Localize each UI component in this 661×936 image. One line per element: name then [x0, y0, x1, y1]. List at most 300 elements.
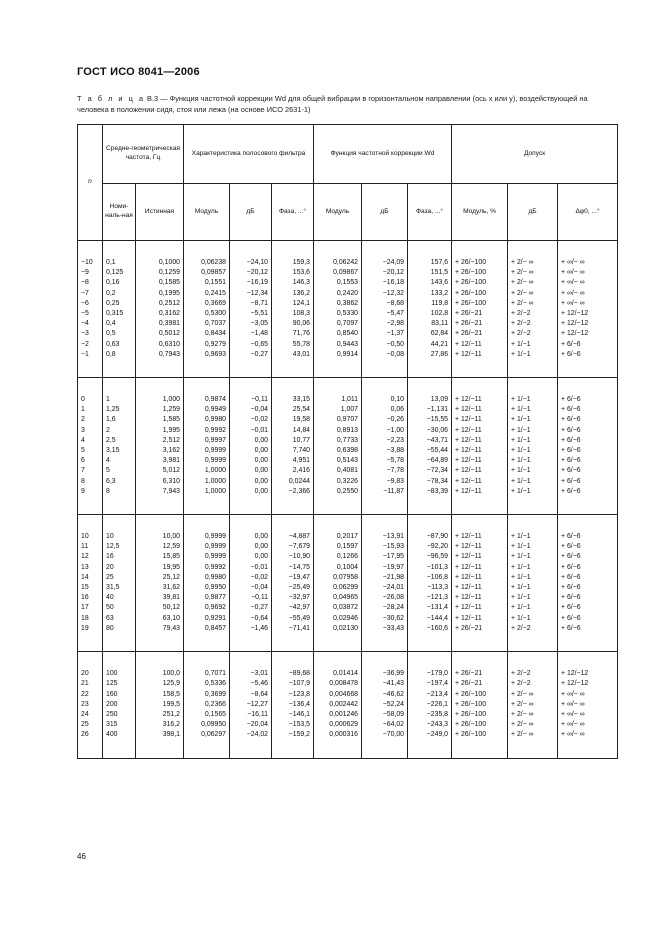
group-spacer: [78, 741, 618, 759]
table-cell: 19,58: [272, 415, 314, 425]
table-cell: 0,9999: [184, 446, 230, 456]
table-cell: 9: [78, 487, 103, 497]
table-cell: 79,43: [136, 624, 184, 634]
table-cell: −83,39: [408, 487, 452, 497]
table-cell: 4: [78, 436, 103, 446]
table-cell: + 26/−100: [452, 299, 508, 309]
group-spacer: [78, 652, 618, 670]
table-cell: 3,981: [136, 456, 184, 466]
table-cell: −24,10: [230, 258, 272, 268]
table-cell: + 6/−6: [558, 552, 618, 562]
table-cell: 119,8: [408, 299, 452, 309]
row-group: [78, 515, 618, 652]
table-cell: −153,5: [272, 720, 314, 730]
table-cell: −52,24: [362, 700, 408, 710]
col-weight-db: дБ: [362, 184, 408, 241]
table-cell: 146,3: [272, 278, 314, 288]
table-cell: 0,10: [362, 395, 408, 405]
table-cell: 0,8913: [314, 426, 362, 436]
table-row: [78, 466, 618, 476]
table-cell: 0,00: [230, 487, 272, 497]
table-cell: + 26/−100: [452, 690, 508, 700]
col-weight-phase: Фаза, ...°: [408, 184, 452, 241]
table-cell: 0,008478: [314, 679, 362, 689]
table-cell: + 12/−11: [452, 532, 508, 542]
table-cell: 6: [78, 456, 103, 466]
table-cell: 3,162: [136, 446, 184, 456]
table-row: [78, 532, 618, 542]
table-cell: 0,2415: [184, 289, 230, 299]
table-cell: −71,41: [272, 624, 314, 634]
col-group-frequency: Средне-геометрическая частота, Гц: [103, 125, 184, 184]
table-cell: 22: [78, 690, 103, 700]
table-cell: 1: [78, 405, 103, 415]
table-cell: −159,2: [272, 730, 314, 740]
table-cell: 0,02946: [314, 614, 362, 624]
table-cell: + 26/−21: [452, 319, 508, 329]
table-cell: 63,10: [136, 614, 184, 624]
table-cell: 100,0: [136, 669, 184, 679]
table-cell: 1,995: [136, 426, 184, 436]
table-cell: −20,12: [362, 268, 408, 278]
table-cell: 0,000316: [314, 730, 362, 740]
table-cell: −30,62: [362, 614, 408, 624]
table-cell: + 6/−6: [558, 583, 618, 593]
col-n: n: [78, 125, 103, 241]
table-cell: 7,943: [136, 487, 184, 497]
table-cell: 43,01: [272, 350, 314, 360]
table-cell: 1,000: [136, 395, 184, 405]
table-cell: 0,06238: [184, 258, 230, 268]
table-cell: −96,59: [408, 552, 452, 562]
table-row: [78, 405, 618, 415]
table-cell: 0,3669: [184, 299, 230, 309]
table-cell: 0,2550: [314, 487, 362, 497]
table-cell: 0,9999: [184, 542, 230, 552]
table-row: [78, 573, 618, 583]
table-row: [78, 340, 618, 350]
table-cell: 33,15: [272, 395, 314, 405]
table-cell: 0,00: [230, 436, 272, 446]
table-cell: 1,585: [136, 415, 184, 425]
table-cell: + 6/−6: [558, 446, 618, 456]
table-cell: + ∞/− ∞: [558, 710, 618, 720]
table-cell: −226,1: [408, 700, 452, 710]
table-cell: + 6/−6: [558, 487, 618, 497]
table-cell: + 6/−6: [558, 624, 618, 634]
table-cell: 0,9997: [184, 436, 230, 446]
table-row: [78, 350, 618, 360]
table-cell: 0,00: [230, 446, 272, 456]
table-cell: + 1/−1: [508, 456, 558, 466]
caption-lead: Т а б л и ц а: [77, 94, 145, 103]
table-cell: −20,12: [230, 268, 272, 278]
table-cell: −144,4: [408, 614, 452, 624]
table-cell: −235,8: [408, 710, 452, 720]
group-spacer: [78, 360, 618, 378]
table-cell: + 12/−11: [452, 487, 508, 497]
table-cell: 1,259: [136, 405, 184, 415]
table-row: [78, 456, 618, 466]
table-cell: −24,09: [362, 258, 408, 268]
table-cell: 0,01414: [314, 669, 362, 679]
table-cell: 39,81: [136, 593, 184, 603]
table-cell: −41,43: [362, 679, 408, 689]
table-cell: 1,007: [314, 405, 362, 415]
table-cell: −12,34: [230, 289, 272, 299]
table-cell: + 12/−11: [452, 436, 508, 446]
table-cell: + 12/−11: [452, 456, 508, 466]
table-cell: + ∞/− ∞: [558, 278, 618, 288]
table-row: [78, 730, 618, 740]
table-cell: 2,5: [103, 436, 136, 446]
table-cell: −8,68: [362, 299, 408, 309]
table-cell: + 12/−11: [452, 340, 508, 350]
table-cell: 0,25: [103, 299, 136, 309]
table-row: [78, 415, 618, 425]
table-cell: 55,78: [272, 340, 314, 350]
table-cell: 11: [78, 542, 103, 552]
table-cell: + 6/−6: [558, 603, 618, 613]
table-cell: 25,54: [272, 405, 314, 415]
table-cell: + 1/−1: [508, 477, 558, 487]
table-cell: + ∞/− ∞: [558, 700, 618, 710]
table-cell: 0,6310: [136, 340, 184, 350]
table-cell: + 1/−1: [508, 614, 558, 624]
table-cell: 21: [78, 679, 103, 689]
row-group: [78, 652, 618, 758]
table-cell: + 12/−11: [452, 395, 508, 405]
table-cell: 25: [103, 573, 136, 583]
table-cell: 25: [78, 720, 103, 730]
table-cell: 0,001246: [314, 710, 362, 720]
table-cell: −0,65: [230, 340, 272, 350]
table-cell: 0,1551: [184, 278, 230, 288]
table-cell: + 12/−11: [452, 426, 508, 436]
table-cell: 10,00: [136, 532, 184, 542]
col-group-filter: Характеристика полосового фильтра: [184, 125, 314, 184]
page-number: 46: [77, 852, 86, 861]
col-filter-db: дБ: [230, 184, 272, 241]
table-caption: [77, 93, 617, 115]
table-cell: + 6/−6: [558, 395, 618, 405]
table-cell: 0,004668: [314, 690, 362, 700]
table-cell: + 6/−6: [558, 614, 618, 624]
table-cell: + 1/−1: [508, 603, 558, 613]
table-cell: −72,34: [408, 466, 452, 476]
table-cell: 159,3: [272, 258, 314, 268]
table-row: [78, 563, 618, 573]
table-cell: −121,3: [408, 593, 452, 603]
table-cell: + 6/−6: [558, 350, 618, 360]
table-cell: −0,50: [362, 340, 408, 350]
table-cell: + 12/−12: [558, 309, 618, 319]
table-cell: −3,01: [230, 669, 272, 679]
table-cell: 400: [103, 730, 136, 740]
table-cell: −0,02: [230, 573, 272, 583]
table-cell: 0,5: [103, 329, 136, 339]
table-cell: 0,2512: [136, 299, 184, 309]
table-cell: −20,04: [230, 720, 272, 730]
table-cell: 31,62: [136, 583, 184, 593]
table-cell: + 26/−100: [452, 700, 508, 710]
table-cell: + 1/−1: [508, 583, 558, 593]
table-cell: −17,95: [362, 552, 408, 562]
table-cell: + 2/−2: [508, 679, 558, 689]
table-cell: + 1/−1: [508, 436, 558, 446]
table-cell: 0,1: [103, 258, 136, 268]
table-cell: −12,32: [362, 289, 408, 299]
table-cell: 16: [78, 593, 103, 603]
table-cell: 5: [78, 446, 103, 456]
table-row: [78, 624, 618, 634]
table-cell: 0,9291: [184, 614, 230, 624]
table-cell: 0,5143: [314, 456, 362, 466]
table-row: [78, 487, 618, 497]
table-cell: 0,4: [103, 319, 136, 329]
table-cell: 0,7071: [184, 669, 230, 679]
table-cell: + 6/−6: [558, 426, 618, 436]
table-cell: + 12/−12: [558, 669, 618, 679]
table-row: [78, 278, 618, 288]
table-cell: −15,55: [408, 415, 452, 425]
table-cell: + 2/−2: [508, 669, 558, 679]
table-cell: 83,11: [408, 319, 452, 329]
table-cell: + 1/−1: [508, 593, 558, 603]
table-row: [78, 329, 618, 339]
table-cell: −19,47: [272, 573, 314, 583]
table-cell: −43,71: [408, 436, 452, 446]
table-row: [78, 679, 618, 689]
table-cell: −16,19: [230, 278, 272, 288]
table-cell: −106,8: [408, 573, 452, 583]
table-cell: −3,88: [362, 446, 408, 456]
table-cell: + 26/−21: [452, 309, 508, 319]
table-cell: 44,21: [408, 340, 452, 350]
table-cell: 151,5: [408, 268, 452, 278]
table-row: [78, 583, 618, 593]
table-cell: −25,49: [272, 583, 314, 593]
table-cell: 0,2366: [184, 700, 230, 710]
table-cell: 136,2: [272, 289, 314, 299]
table-cell: −7,78: [362, 466, 408, 476]
table-cell: 0,3981: [136, 319, 184, 329]
table-cell: 6,310: [136, 477, 184, 487]
table-cell: −0,26: [362, 415, 408, 425]
table-cell: −42,97: [272, 603, 314, 613]
table-cell: + 1/−1: [508, 532, 558, 542]
table-cell: 0,09950: [184, 720, 230, 730]
table-cell: 0,9950: [184, 583, 230, 593]
table-cell: 23: [78, 700, 103, 710]
table-cell: 1: [103, 395, 136, 405]
table-cell: −64,02: [362, 720, 408, 730]
table-cell: + ∞/− ∞: [558, 258, 618, 268]
table-cell: + 2/− ∞: [508, 730, 558, 740]
table-cell: 0,9949: [184, 405, 230, 415]
table-cell: −1,48: [230, 329, 272, 339]
table-cell: 0,9877: [184, 593, 230, 603]
table-cell: −197,4: [408, 679, 452, 689]
table-cell: 160: [103, 690, 136, 700]
table-cell: −11,87: [362, 487, 408, 497]
table-cell: + 12/−11: [452, 415, 508, 425]
table-cell: 2: [78, 415, 103, 425]
table-cell: + 2/− ∞: [508, 720, 558, 730]
table-cell: −21,98: [362, 573, 408, 583]
table-cell: + ∞/− ∞: [558, 690, 618, 700]
table-cell: 0,9999: [184, 532, 230, 542]
table-cell: 0,1597: [314, 542, 362, 552]
table-cell: −1: [78, 350, 103, 360]
table-cell: −16,11: [230, 710, 272, 720]
table-cell: 15,85: [136, 552, 184, 562]
table-cell: 12,59: [136, 542, 184, 552]
table-cell: 4,951: [272, 456, 314, 466]
table-cell: + 6/−6: [558, 563, 618, 573]
table-cell: −213,4: [408, 690, 452, 700]
table-cell: 1,0000: [184, 466, 230, 476]
table-cell: + 6/−6: [558, 415, 618, 425]
table-container: [77, 124, 617, 739]
table-cell: + 12/−11: [452, 552, 508, 562]
table-cell: 1,6: [103, 415, 136, 425]
table-cell: −0,11: [230, 593, 272, 603]
table-cell: −4: [78, 319, 103, 329]
table-cell: 3,15: [103, 446, 136, 456]
table-cell: + 26/−21: [452, 679, 508, 689]
table-row: [78, 552, 618, 562]
table-cell: 0,000629: [314, 720, 362, 730]
caption-text: В.3 — Функция частотной коррекции Wd для общей вибрации в горизонтальном направлении (ось x или y), воздействующей на человека в положении сидя, стоя или лежа (на основе ИСО 2631-1): [77, 94, 588, 114]
table-cell: 0,7097: [314, 319, 362, 329]
table-row: [78, 319, 618, 329]
table-cell: −14,75: [272, 563, 314, 573]
table-cell: 0,3862: [314, 299, 362, 309]
table-cell: + 26/−100: [452, 268, 508, 278]
table-cell: −1,00: [362, 426, 408, 436]
table-cell: 0,2017: [314, 532, 362, 542]
table-cell: 153,6: [272, 268, 314, 278]
table-cell: + 1/−1: [508, 466, 558, 476]
table-cell: 1,0000: [184, 487, 230, 497]
table-cell: 20: [103, 563, 136, 573]
table-cell: + 26/−100: [452, 258, 508, 268]
table-row: [78, 593, 618, 603]
table-cell: −55,49: [272, 614, 314, 624]
table-cell: + 2/−2: [508, 624, 558, 634]
table-cell: 0: [78, 395, 103, 405]
table-cell: 315: [103, 720, 136, 730]
table-cell: + 1/−1: [508, 340, 558, 350]
table-cell: −101,3: [408, 563, 452, 573]
table-cell: + 12/−11: [452, 603, 508, 613]
table-cell: −55,44: [408, 446, 452, 456]
table-cell: + 6/−6: [558, 573, 618, 583]
table-row: [78, 309, 618, 319]
table-cell: 0,06299: [314, 583, 362, 593]
table-cell: 0,03872: [314, 603, 362, 613]
table-cell: + 12/−11: [452, 405, 508, 415]
table-cell: 0,8: [103, 350, 136, 360]
table-cell: 0,07958: [314, 573, 362, 583]
table-cell: 0,1259: [136, 268, 184, 278]
table-cell: + 1/−1: [508, 426, 558, 436]
group-spacer: [78, 378, 618, 396]
table-cell: 26: [78, 730, 103, 740]
col-group-weighting: Функция частотной коррекции Wd: [314, 125, 452, 184]
table-cell: + 12/−11: [452, 614, 508, 624]
table-cell: −87,90: [408, 532, 452, 542]
table-cell: −8,64: [230, 690, 272, 700]
table-cell: + 12/−11: [452, 563, 508, 573]
table-cell: 0,9992: [184, 426, 230, 436]
table-cell: + 26/−100: [452, 720, 508, 730]
table-cell: −1,131: [408, 405, 452, 415]
table-cell: −26,08: [362, 593, 408, 603]
table-cell: 0,125: [103, 268, 136, 278]
col-tol-db: дБ: [508, 184, 558, 241]
table-cell: −4,887: [272, 532, 314, 542]
table-cell: + 26/−100: [452, 278, 508, 288]
table-cell: 0,2: [103, 289, 136, 299]
table-row: [78, 720, 618, 730]
table-cell: −146,1: [272, 710, 314, 720]
row-group: [78, 378, 618, 515]
table-cell: −33,43: [362, 624, 408, 634]
table-cell: 8: [78, 477, 103, 487]
table-cell: −5,47: [362, 309, 408, 319]
table-cell: + 1/−1: [508, 350, 558, 360]
table-row: [78, 299, 618, 309]
table-cell: + 26/−21: [452, 669, 508, 679]
table-cell: 0,04965: [314, 593, 362, 603]
table-cell: 63: [103, 614, 136, 624]
table-cell: 13,09: [408, 395, 452, 405]
table-cell: −9,83: [362, 477, 408, 487]
table-cell: 0,00: [230, 552, 272, 562]
table-cell: 24: [78, 710, 103, 720]
table-row: [78, 710, 618, 720]
table-cell: 0,09867: [314, 268, 362, 278]
table-cell: + 2/− ∞: [508, 700, 558, 710]
table-cell: 18: [78, 614, 103, 624]
table-cell: −15,93: [362, 542, 408, 552]
table-cell: 40: [103, 593, 136, 603]
table-row: [78, 669, 618, 679]
table-cell: −12,27: [230, 700, 272, 710]
table-row: [78, 477, 618, 487]
table-row: [78, 446, 618, 456]
table-cell: 0,1266: [314, 552, 362, 562]
table-cell: 0,06242: [314, 258, 362, 268]
table-cell: −5,46: [230, 679, 272, 689]
table-cell: 20: [78, 669, 103, 679]
table-cell: 0,5012: [136, 329, 184, 339]
table-cell: 199,5: [136, 700, 184, 710]
table-cell: + 6/−6: [558, 340, 618, 350]
table-cell: 0,9914: [314, 350, 362, 360]
table-cell: + 12/−11: [452, 583, 508, 593]
table-cell: + 1/−1: [508, 395, 558, 405]
col-tol-modulus: Модуль, %: [452, 184, 508, 241]
table-cell: −136,4: [272, 700, 314, 710]
table-cell: −70,00: [362, 730, 408, 740]
table-cell: + 12/−11: [452, 350, 508, 360]
table-cell: + 2/− ∞: [508, 289, 558, 299]
table-cell: −1,37: [362, 329, 408, 339]
table-cell: 0,5300: [184, 309, 230, 319]
